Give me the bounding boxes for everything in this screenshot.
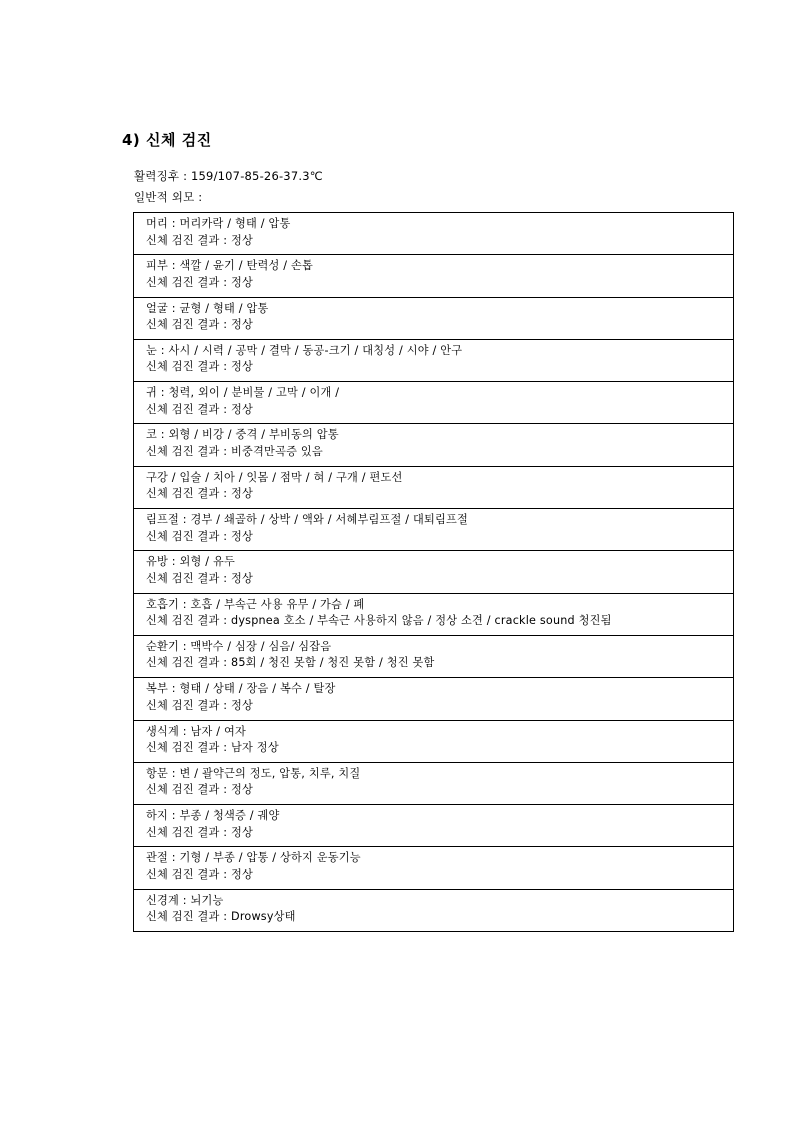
exam-row-circulatory (134, 636, 733, 678)
exam-result-text: 신체 검진 결과 : dyspnea 호소 / 부속근 사용하지 않음 / 정상 소견 / crackle sound 청진됨 (146, 614, 612, 628)
exam-items-text: 얼굴 : 균형 / 형태 / 압통 (146, 301, 269, 315)
exam-row-face (134, 298, 733, 340)
exam-result-text: 신체 검진 결과 : 정상 (146, 571, 254, 585)
exam-result-text: 신체 검진 결과 : 정상 (146, 275, 254, 289)
exam-items-text: 항문 : 변 / 괄약근의 정도, 압통, 치루, 치질 (146, 766, 361, 780)
exam-items-text: 머리 : 머리카락 / 형태 / 압통 (146, 217, 291, 230)
exam-items-text: 하지 : 부종 / 청색증 / 궤양 (146, 809, 280, 823)
exam-result-text: 신체 검진 결과 : 정상 (146, 402, 254, 416)
exam-result-text: 신체 검진 결과 : 정상 (146, 318, 254, 332)
general-appearance-label: 일반적 외모 : (134, 190, 203, 204)
exam-items-text: 관절 : 기형 / 부종 / 압통 / 상하지 운동기능 (146, 851, 361, 865)
exam-row-eyes (134, 340, 733, 382)
exam-items-text: 순환기 : 맥박수 / 심장 / 심음/ 심잡음 (146, 639, 332, 653)
exam-items-text: 구강 / 입술 / 치아 / 잇몸 / 점막 / 혀 / 구개 / 편도선 (146, 470, 403, 484)
exam-items-text: 피부 : 색깔 / 윤기 / 탄력성 / 손톱 (146, 259, 314, 273)
exam-result-text: 신체 검진 결과 : 정상 (146, 783, 254, 797)
exam-items-text: 림프절 : 경부 / 쇄골하 / 상박 / 액와 / 서혜부림프절 / 대퇴림프절 (146, 513, 469, 527)
exam-result-text: 신체 검진 결과 : 정상 (146, 529, 254, 543)
exam-result-text: 신체 검진 결과 : 정상 (146, 698, 254, 712)
exam-result-text: 신체 검진 결과 : 정상 (146, 825, 254, 839)
exam-row-joints (134, 847, 733, 889)
exam-items-text: 눈 : 사시 / 시력 / 공막 / 결막 / 동공-크기 / 대칭성 / 시야 / 안구 (146, 343, 463, 357)
exam-row-head (134, 213, 733, 255)
exam-items-text: 복부 : 형태 / 상태 / 장음 / 복수 / 탈장 (146, 682, 336, 696)
vital-signs-line: 활력징후 : 159/107-85-26-37.3℃ (134, 169, 323, 183)
exam-items-text: 신경계 : 뇌기능 (146, 893, 224, 907)
exam-result-text: 신체 검진 결과 : 85회 / 청진 못함 / 청진 못함 / 청진 못함 (146, 656, 435, 670)
exam-row-lymph (134, 509, 733, 551)
exam-row-breast (134, 551, 733, 593)
exam-result-text: 신체 검진 결과 : 남자 정상 (146, 741, 279, 755)
exam-row-lower-limbs (134, 805, 733, 847)
exam-items-text: 유방 : 외형 / 유두 (146, 555, 236, 569)
exam-items-text: 호흡기 : 호흡 / 부속근 사용 유무 / 가슴 / 폐 (146, 597, 365, 611)
exam-row-nose (134, 424, 733, 466)
exam-result-text: 신체 검진 결과 : 정상 (146, 360, 254, 374)
exam-row-nervous (134, 890, 733, 932)
exam-row-respiratory (134, 594, 733, 636)
exam-result-text: 신체 검진 결과 : Drowsy상태 (146, 910, 296, 924)
exam-row-anus (134, 763, 733, 805)
exam-result-text: 신체 검진 결과 : 정상 (146, 233, 254, 247)
exam-items-text: 생식계 : 남자 / 여자 (146, 724, 247, 738)
exam-items-text: 코 : 외형 / 비강 / 중격 / 부비동의 압통 (146, 428, 339, 442)
exam-row-reproductive (134, 721, 733, 763)
physical-exam-table (133, 212, 734, 932)
exam-row-skin (134, 255, 733, 297)
exam-items-text: 귀 : 청력, 외이 / 분비물 / 고막 / 이개 / (146, 386, 340, 400)
exam-row-abdomen (134, 678, 733, 720)
exam-row-mouth (134, 467, 733, 509)
section-heading: 4) 신체 검진 (122, 131, 212, 149)
exam-result-text: 신체 검진 결과 : 비중격만곡증 있음 (146, 444, 323, 458)
exam-result-text: 신체 검진 결과 : 정상 (146, 867, 254, 881)
exam-row-ears (134, 382, 733, 424)
exam-result-text: 신체 검진 결과 : 정상 (146, 487, 254, 501)
